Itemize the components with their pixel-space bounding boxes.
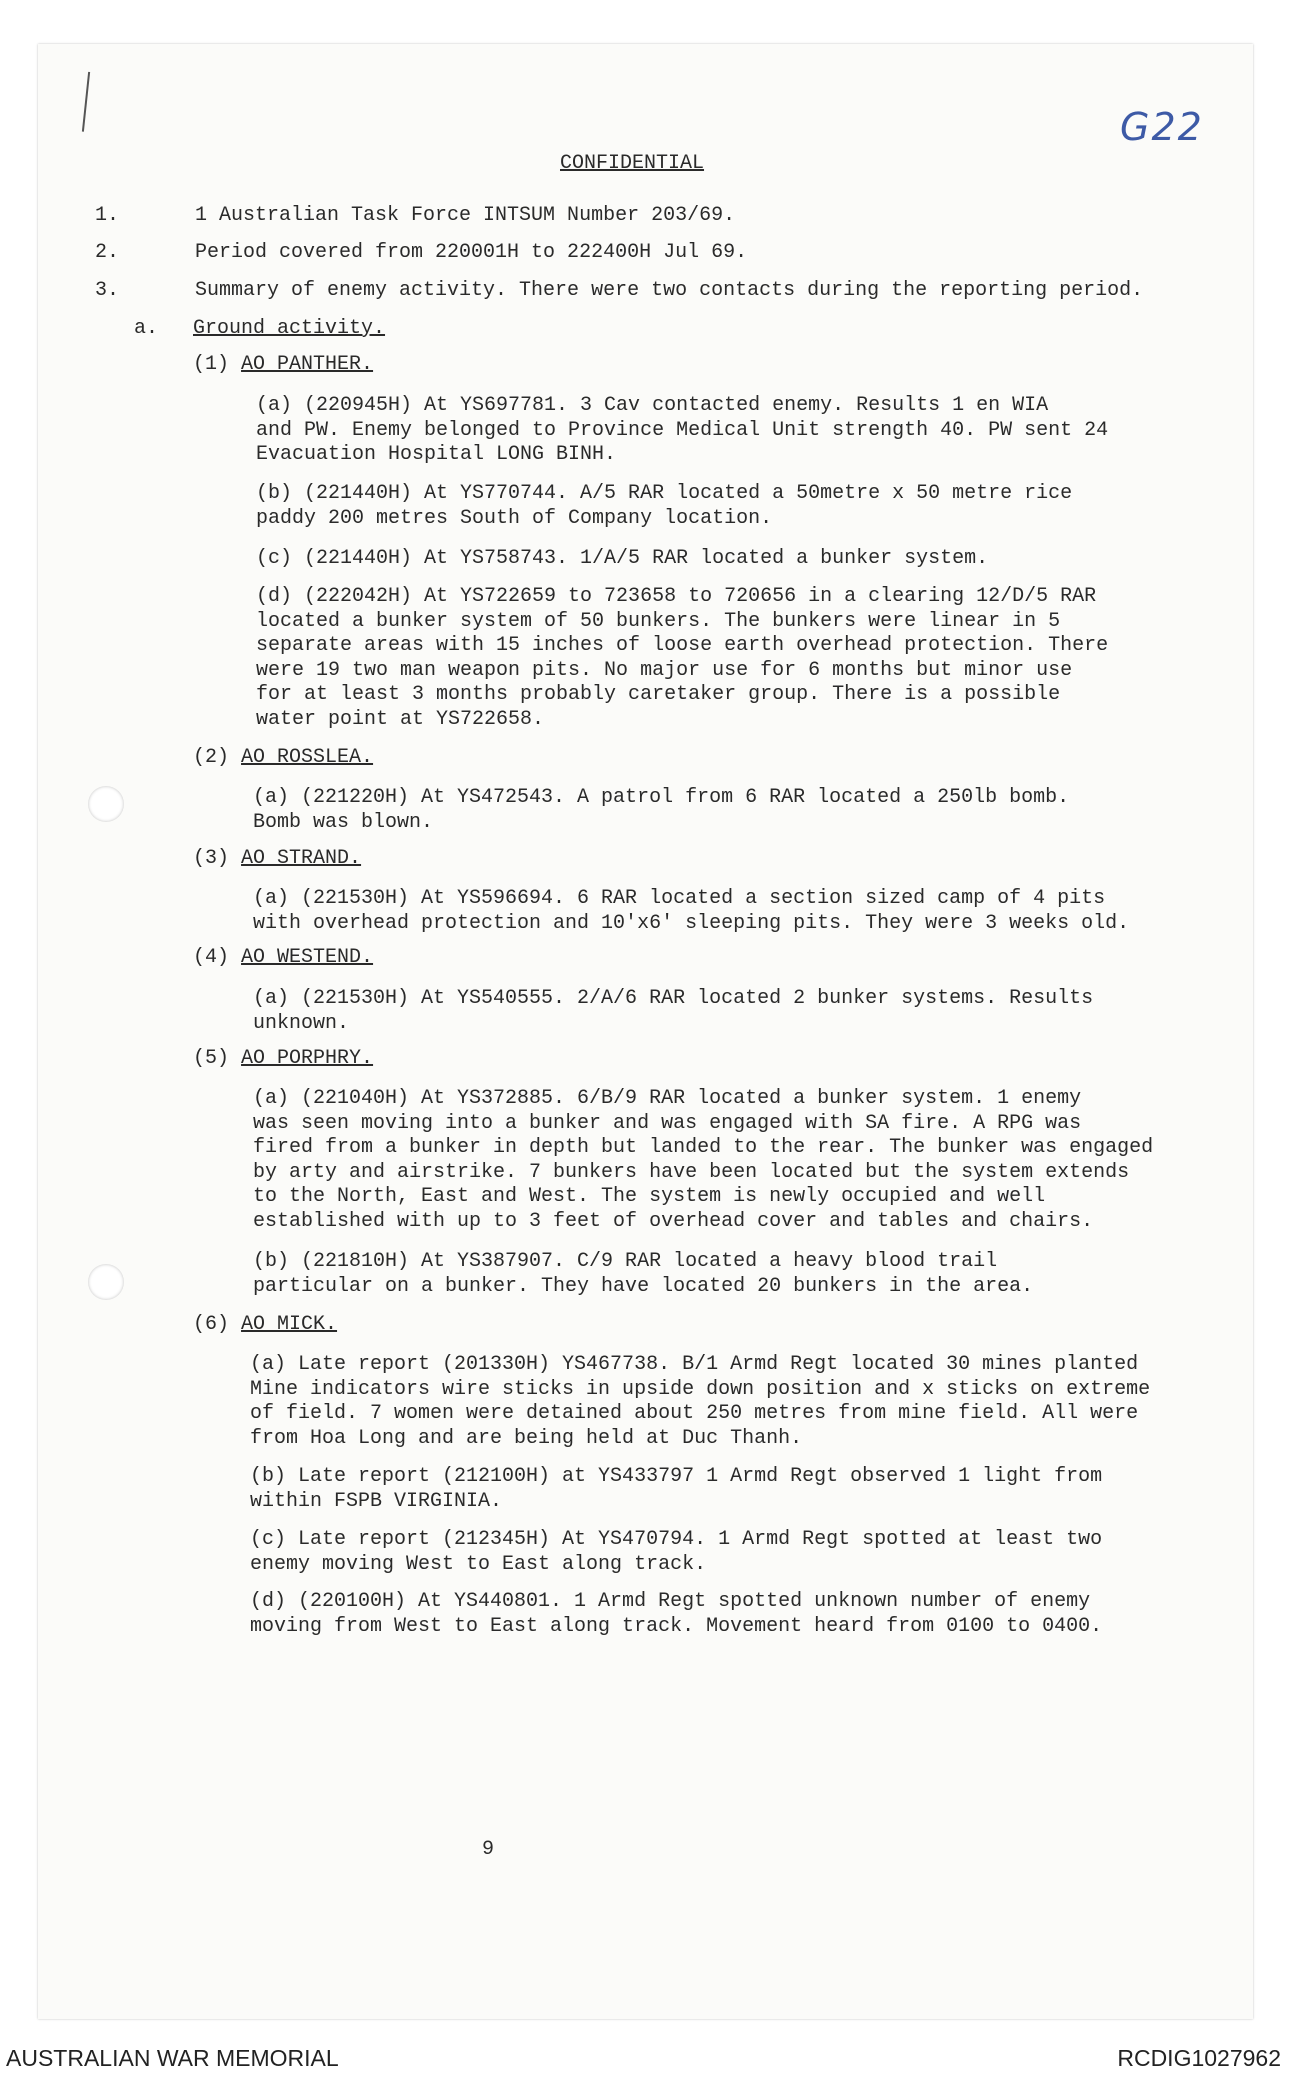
- item-2-text: Period covered from 220001H to 222400H Jul 69.: [195, 241, 748, 264]
- entry: (c) Late report (212345H) At YS470794. 1 Armd Regt spotted at least two enemy moving West to East along track.: [250, 1528, 1103, 1576]
- entry: (d) (222042H) At YS722659 to 723658 to 720656 in a clearing 12/D/5 RAR located a bunker system of 50 bunkers. The bunkers were linear in 5 separate areas with 15 inches of loose earth overhead protection. There were 19 two man weapon pits. No major use for 6 months but minor use for at least 3 months probably caretaker group. There is a possible water point at YS722658.: [256, 585, 1109, 731]
- item-1-text: 1 Australian Task Force INTSUM Number 203/69.: [195, 204, 736, 227]
- area-name: AO STRAND.: [241, 847, 362, 870]
- area-heading: [193, 946, 373, 970]
- area-label: (1): [193, 353, 230, 376]
- footer-archive-name: AUSTRALIAN WAR MEMORIAL: [6, 2045, 339, 2071]
- area-label: (6): [193, 1313, 230, 1336]
- entry: (b) (221440H) At YS770744. A/5 RAR located a 50metre x 50 metre rice paddy 200 metres South of Company location.: [256, 482, 1073, 530]
- area-name: AO WESTEND.: [241, 946, 374, 969]
- area-label: (3): [193, 847, 230, 870]
- area-name: AO ROSSLEA.: [241, 746, 374, 769]
- punch-hole-top: [88, 786, 124, 822]
- entry: (d) (220100H) At YS440801. 1 Armd Regt spotted unknown number of enemy moving from West to East along track. Movement heard from 0100 to 0400.: [250, 1590, 1103, 1638]
- section-a-title: Ground activity.: [193, 317, 386, 340]
- entry: (c) (221440H) At YS758743. 1/A/5 RAR located a bunker system.: [256, 547, 989, 570]
- entry: (a) (221530H) At YS540555. 2/A/6 RAR located 2 bunker systems. Results unknown.: [253, 987, 1094, 1035]
- area-label: (2): [193, 746, 230, 769]
- area-label: (5): [193, 1047, 230, 1070]
- item-1-number: 1.: [95, 204, 120, 227]
- area-heading: [193, 353, 373, 377]
- item-3-text: Summary of enemy activity. There were two contacts during the reporting period.: [195, 279, 1144, 302]
- area-heading: [193, 1047, 373, 1071]
- item-3-number: 3.: [95, 279, 120, 302]
- section-a-number: a.: [134, 317, 159, 340]
- entry: (a) (221040H) At YS372885. 6/B/9 RAR located a bunker system. 1 enemy was seen moving into a bunker and was engaged with SA fire. A RPG was fired from a bunker in depth but landed to the rear. The bunker was engaged by arty and airstrike. 7 bunkers have been located but the system extends to the North, East and West. The system is newly occupied and well established with up to 3 feet of overhead cover and tables and chairs.: [253, 1087, 1154, 1233]
- folio-mark: G22: [1120, 105, 1204, 149]
- punch-hole-bottom: [88, 1264, 124, 1300]
- entry: (a) (221220H) At YS472543. A patrol from 6 RAR located a 250lb bomb. Bomb was blown.: [253, 786, 1070, 834]
- footer-record-id: RCDIG1027962: [1117, 2045, 1281, 2071]
- area-name: AO PANTHER.: [241, 353, 374, 376]
- area-heading: [193, 746, 373, 770]
- area-name: AO PORPHRY.: [241, 1047, 374, 1070]
- entry: (a) (220945H) At YS697781. 3 Cav contacted enemy. Results 1 en WIA and PW. Enemy belonged to Province Medical Unit strength 40. PW sent 24 Evacuation Hospital LONG BINH.: [256, 394, 1109, 466]
- item-2-number: 2.: [95, 241, 120, 264]
- entry: (b) (221810H) At YS387907. C/9 RAR located a heavy blood trail particular on a bunker. They have located 20 bunkers in the area.: [253, 1250, 1034, 1298]
- area-heading: [193, 847, 361, 871]
- entry: (a) Late report (201330H) YS467738. B/1 Armd Regt located 30 mines planted Mine indicators wire sticks in upside down position and x sticks on extreme of field. 7 women were detained about 250 metres from mine field. All were from Hoa Long and are being held at Duc Thanh.: [250, 1353, 1151, 1450]
- entry: (a) (221530H) At YS596694. 6 RAR located a section sized camp of 4 pits with overhead protection and 10'x6' sleeping pits. They were 3 weeks old.: [253, 887, 1130, 935]
- classification-heading: CONFIDENTIAL: [560, 152, 705, 175]
- area-name: AO MICK.: [241, 1313, 338, 1336]
- entry: (b) Late report (212100H) at YS433797 1 Armd Regt observed 1 light from within FSPB VIRGINIA.: [250, 1465, 1103, 1513]
- area-heading: [193, 1313, 337, 1337]
- page-number: 9: [482, 1838, 495, 1861]
- area-label: (4): [193, 946, 230, 969]
